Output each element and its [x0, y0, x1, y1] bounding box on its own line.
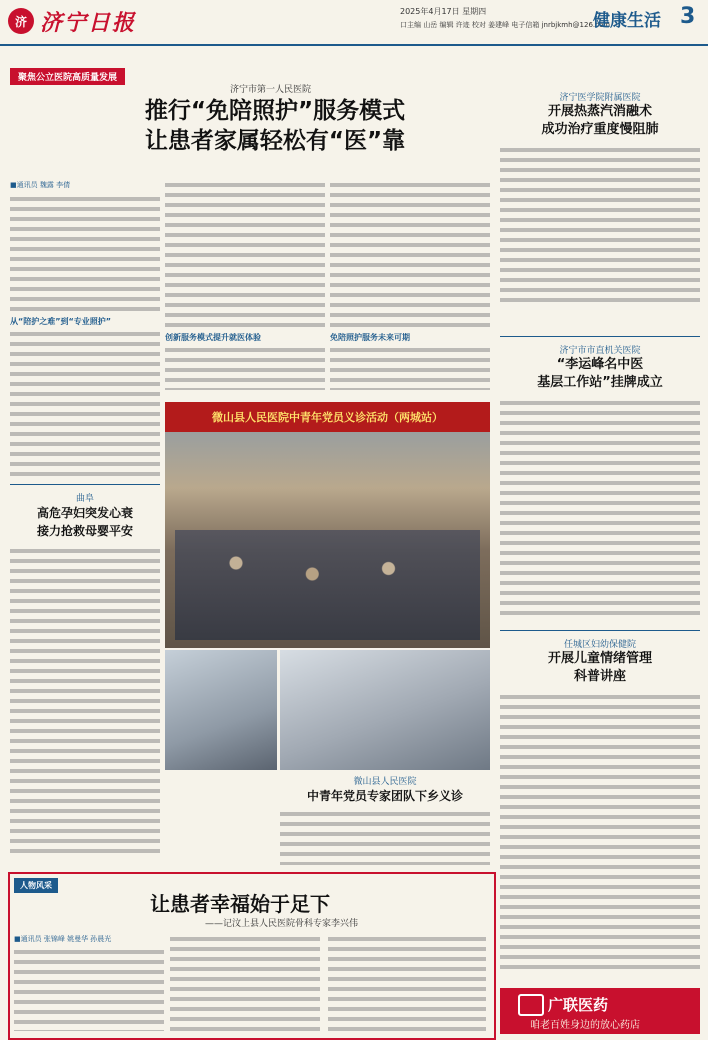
r3-headline-2: 科普讲座 [573, 669, 626, 684]
body-text [165, 180, 325, 330]
people-headline: 让患者幸福始于足下 [150, 892, 330, 916]
people-col1 [14, 934, 164, 1032]
body-text [280, 809, 490, 865]
top-headline-line2: 让患者家属轻松有“医”靠 [144, 128, 406, 154]
people-byline: ■通讯员 张锦峰 姚曼华 孙晨光 [14, 935, 112, 943]
body-text [500, 692, 700, 972]
top-story-col3 [330, 180, 490, 390]
divider [10, 484, 160, 485]
body-text [328, 934, 486, 1032]
pharmacy-ad[interactable] [500, 988, 700, 1034]
divider [500, 630, 700, 631]
r2-kicker: 济宁市市直机关医院 [559, 346, 641, 356]
r1-kicker: 济宁医学院附属医院 [559, 93, 641, 103]
rescue-kicker: 曲阜 [75, 494, 94, 504]
photo-story-kicker: 微山县人民医院 [353, 777, 417, 787]
photo-story-text [280, 774, 490, 870]
r3-headline-1: 开展儿童情绪管理 [547, 651, 652, 666]
column-tag: 聚焦公立医院高质量发展 [10, 68, 125, 85]
top-sub1: 从“陪护之难”到“专业照护” [10, 317, 112, 326]
body-text [10, 329, 160, 480]
people-col2 [170, 934, 320, 1032]
page-number: 3 [680, 4, 696, 29]
logo-emblem-icon: 济 [8, 8, 34, 34]
clinic-photo-2 [165, 650, 277, 770]
ad-brand: 广联医药 [548, 996, 609, 1014]
people-tag: 人物风采 [14, 878, 58, 893]
top-story-headline [70, 96, 480, 156]
right-story-1 [500, 50, 700, 330]
editor-contacts: 口主编 山岳 编辑 许迹 校对 姜建峰 电子信箱 jnrbjkmh@126.com [400, 21, 611, 29]
divider [500, 336, 700, 337]
top-story-col2 [165, 180, 325, 390]
photo-story-headline: 中青年党员专家团队下乡义诊 [306, 789, 463, 803]
clinic-photo-3 [280, 650, 490, 770]
volunteer-clinic-photo [165, 402, 490, 648]
photo-banner: 微山县人民医院中青年党员义诊活动（两城站） [165, 402, 490, 432]
section-title: 健康生活 [593, 11, 661, 31]
r1-headline-2: 成功治疗重度慢阻肺 [541, 122, 659, 137]
top-sub2: 创新服务模式提升就医体验 [165, 333, 261, 342]
masthead [0, 0, 708, 46]
people-col3 [328, 934, 486, 1032]
body-text [170, 934, 320, 1032]
body-text [14, 947, 164, 1031]
right-story-2 [500, 336, 700, 626]
body-text [165, 345, 325, 390]
body-text [500, 398, 700, 618]
top-sub3: 免陪照护服务未来可期 [330, 333, 410, 342]
body-text [10, 194, 160, 314]
top-story-kicker: 济宁市第一人民医院 [230, 85, 312, 95]
date-line: 2025年4月17日 星期四 [400, 7, 487, 16]
top-story-byline: ■通讯员 魏露 李倩 [10, 181, 71, 189]
r1-headline-1: 开展热蒸汽消融术 [547, 104, 652, 119]
rescue-story [10, 484, 160, 868]
r2-headline-1: “李运峰名中医 [556, 357, 644, 372]
top-story-col1 [10, 180, 160, 480]
logo-text: 济宁日报 [40, 9, 137, 36]
top-headline-line1: 推行“免陪照护”服务模式 [144, 98, 406, 124]
newspaper-logo [8, 4, 136, 38]
pharmacy-icon [518, 994, 544, 1016]
rescue-headline-2: 接力抢救母婴平安 [36, 524, 133, 538]
body-text [10, 546, 160, 856]
body-text [500, 145, 700, 305]
body-text [330, 345, 490, 390]
rescue-headline-1: 高危孕妇突发心衰 [36, 506, 133, 520]
crowd-figure [175, 530, 480, 640]
r2-headline-2: 基层工作站”挂牌成立 [537, 375, 663, 390]
right-story-3 [500, 630, 700, 982]
ad-slogan: 咱老百姓身边的放心药店 [530, 1020, 640, 1031]
body-text [330, 180, 490, 330]
r3-kicker: 任城区妇幼保健院 [563, 640, 636, 650]
people-subhead: ——记汶上县人民医院骨科专家李兴伟 [205, 919, 359, 929]
